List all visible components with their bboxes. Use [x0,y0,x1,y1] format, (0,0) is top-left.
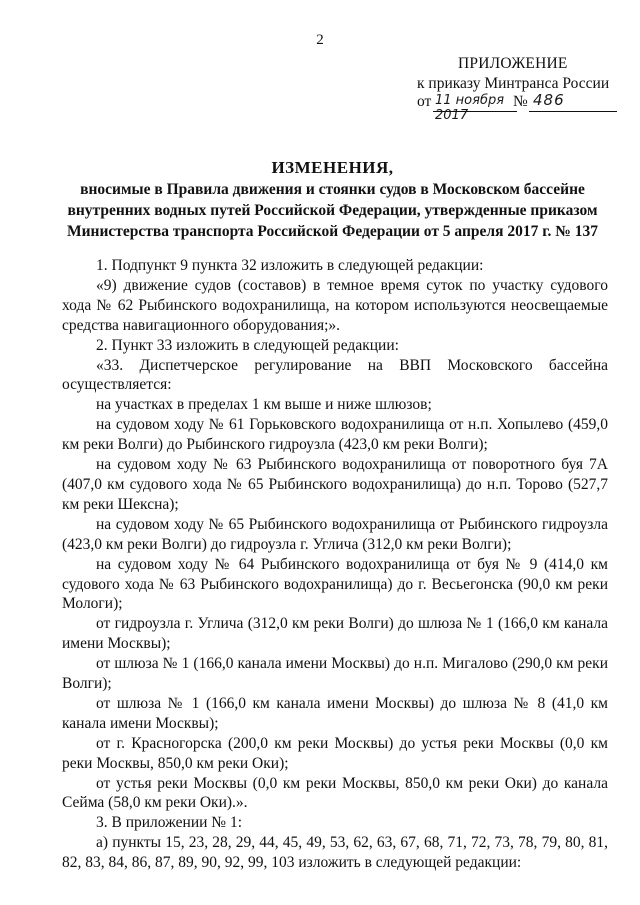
paragraph: на судовом ходу № 61 Горьковского водохранилища от н.п. Хопылево (459,0 км реки Волги) до Рыбинского гидроузла (423,0 км реки Волги); [62,416,608,454]
number-sign: № [513,93,528,110]
document-subtitle-line-3: Министерства транспорта Российской Федерации от 5 апреля 2017 г. № 137 [67,223,598,240]
paragraph: 3. В приложении № 1: [96,814,243,832]
date-underline [433,111,517,112]
annex-date-line [417,91,617,123]
annex-title: ПРИЛОЖЕНИЕ [458,55,568,72]
paragraph: на судовом ходу № 64 Рыбинского водохранилища от буя № 9 (414,0 км судового хода № 63 Рыбинского водохранилища) до г. Весьегонска (90,0 км реки Мологи); [62,555,608,613]
paragraph: от шлюза № 1 (166,0 канала имени Москвы) до н.п. Мигалово (290,0 км реки Волги); [62,655,608,693]
paragraph: «9) движение судов (составов) в темное время суток по участку судового хода № 62 Рыбинского водохранилища, на котором используются неосвещаемые средства навигационного оборудования;». [62,276,608,334]
paragraph: на участках в пределах 1 км выше и ниже шлюзов; [96,396,432,414]
number-underline [529,111,617,112]
paragraph: от г. Красногорска (200,0 км реки Москвы) до устья реки Москвы (0,0 км реки Москвы, 850,0 км реки Оки); [62,734,608,772]
paragraph: от гидроузла г. Углича (312,0 км реки Волги) до шлюза № 1 (166,0 км канала имени Москвы); [62,615,608,653]
date-prefix: от [417,93,432,110]
paragraph: 2. Пункт 33 изложить в следующей редакции: [96,336,399,354]
document-title: ИЗМЕНЕНИЯ, [271,158,394,177]
annex-order-reference: к приказу Минтранса России [417,75,610,92]
paragraph: от устья реки Москвы (0,0 км реки Москвы, 850,0 км реки Оки) до канала Сейма (58,0 км реки Оки).». [62,774,608,812]
paragraph: на судовом ходу № 65 Рыбинского водохранилища от Рыбинского гидроузла (423,0 км реки Волги) до гидроузла г. Углича (312,0 км реки Волги); [62,515,608,553]
document-subtitle-line-1: вносимые в Правила движения и стоянки судов в Московском бассейне [80,181,585,198]
paragraph: «33. Диспетчерское регулирование на ВВП Московского бассейна осуществляется: [62,356,608,394]
document-subtitle-line-2: внутренних водных путей Российской Федерации, утвержденные приказом [67,202,598,219]
handwritten-order-number: 486 [533,91,565,109]
document-body [62,256,608,873]
paragraph: 1. Подпункт 9 пункта 32 изложить в следующей редакции: [96,257,484,274]
paragraph: на судовом ходу № 63 Рыбинского водохранилища от поворотного буя 7А (407,0 км судового хода № 65 Рыбинского водохранилища) до н.п. Торово (527,7 км реки Шексна); [62,456,608,513]
page-number: 2 [316,32,324,48]
paragraph: а) пункты 15, 23, 28, 29, 44, 45, 49, 53, 62, 63, 67, 68, 71, 72, 73, 78, 79, 80, 81, 82, 83, 84, 86, 87, 89, 90, 92, 99, 103 изложить в следующей редакции: [62,834,608,872]
paragraph: от шлюза № 1 (166,0 км канала имени Москвы) до шлюза № 8 (41,0 км канала имени Москвы); [62,694,608,732]
handwritten-date: 11 ноября 2017 [435,93,505,123]
